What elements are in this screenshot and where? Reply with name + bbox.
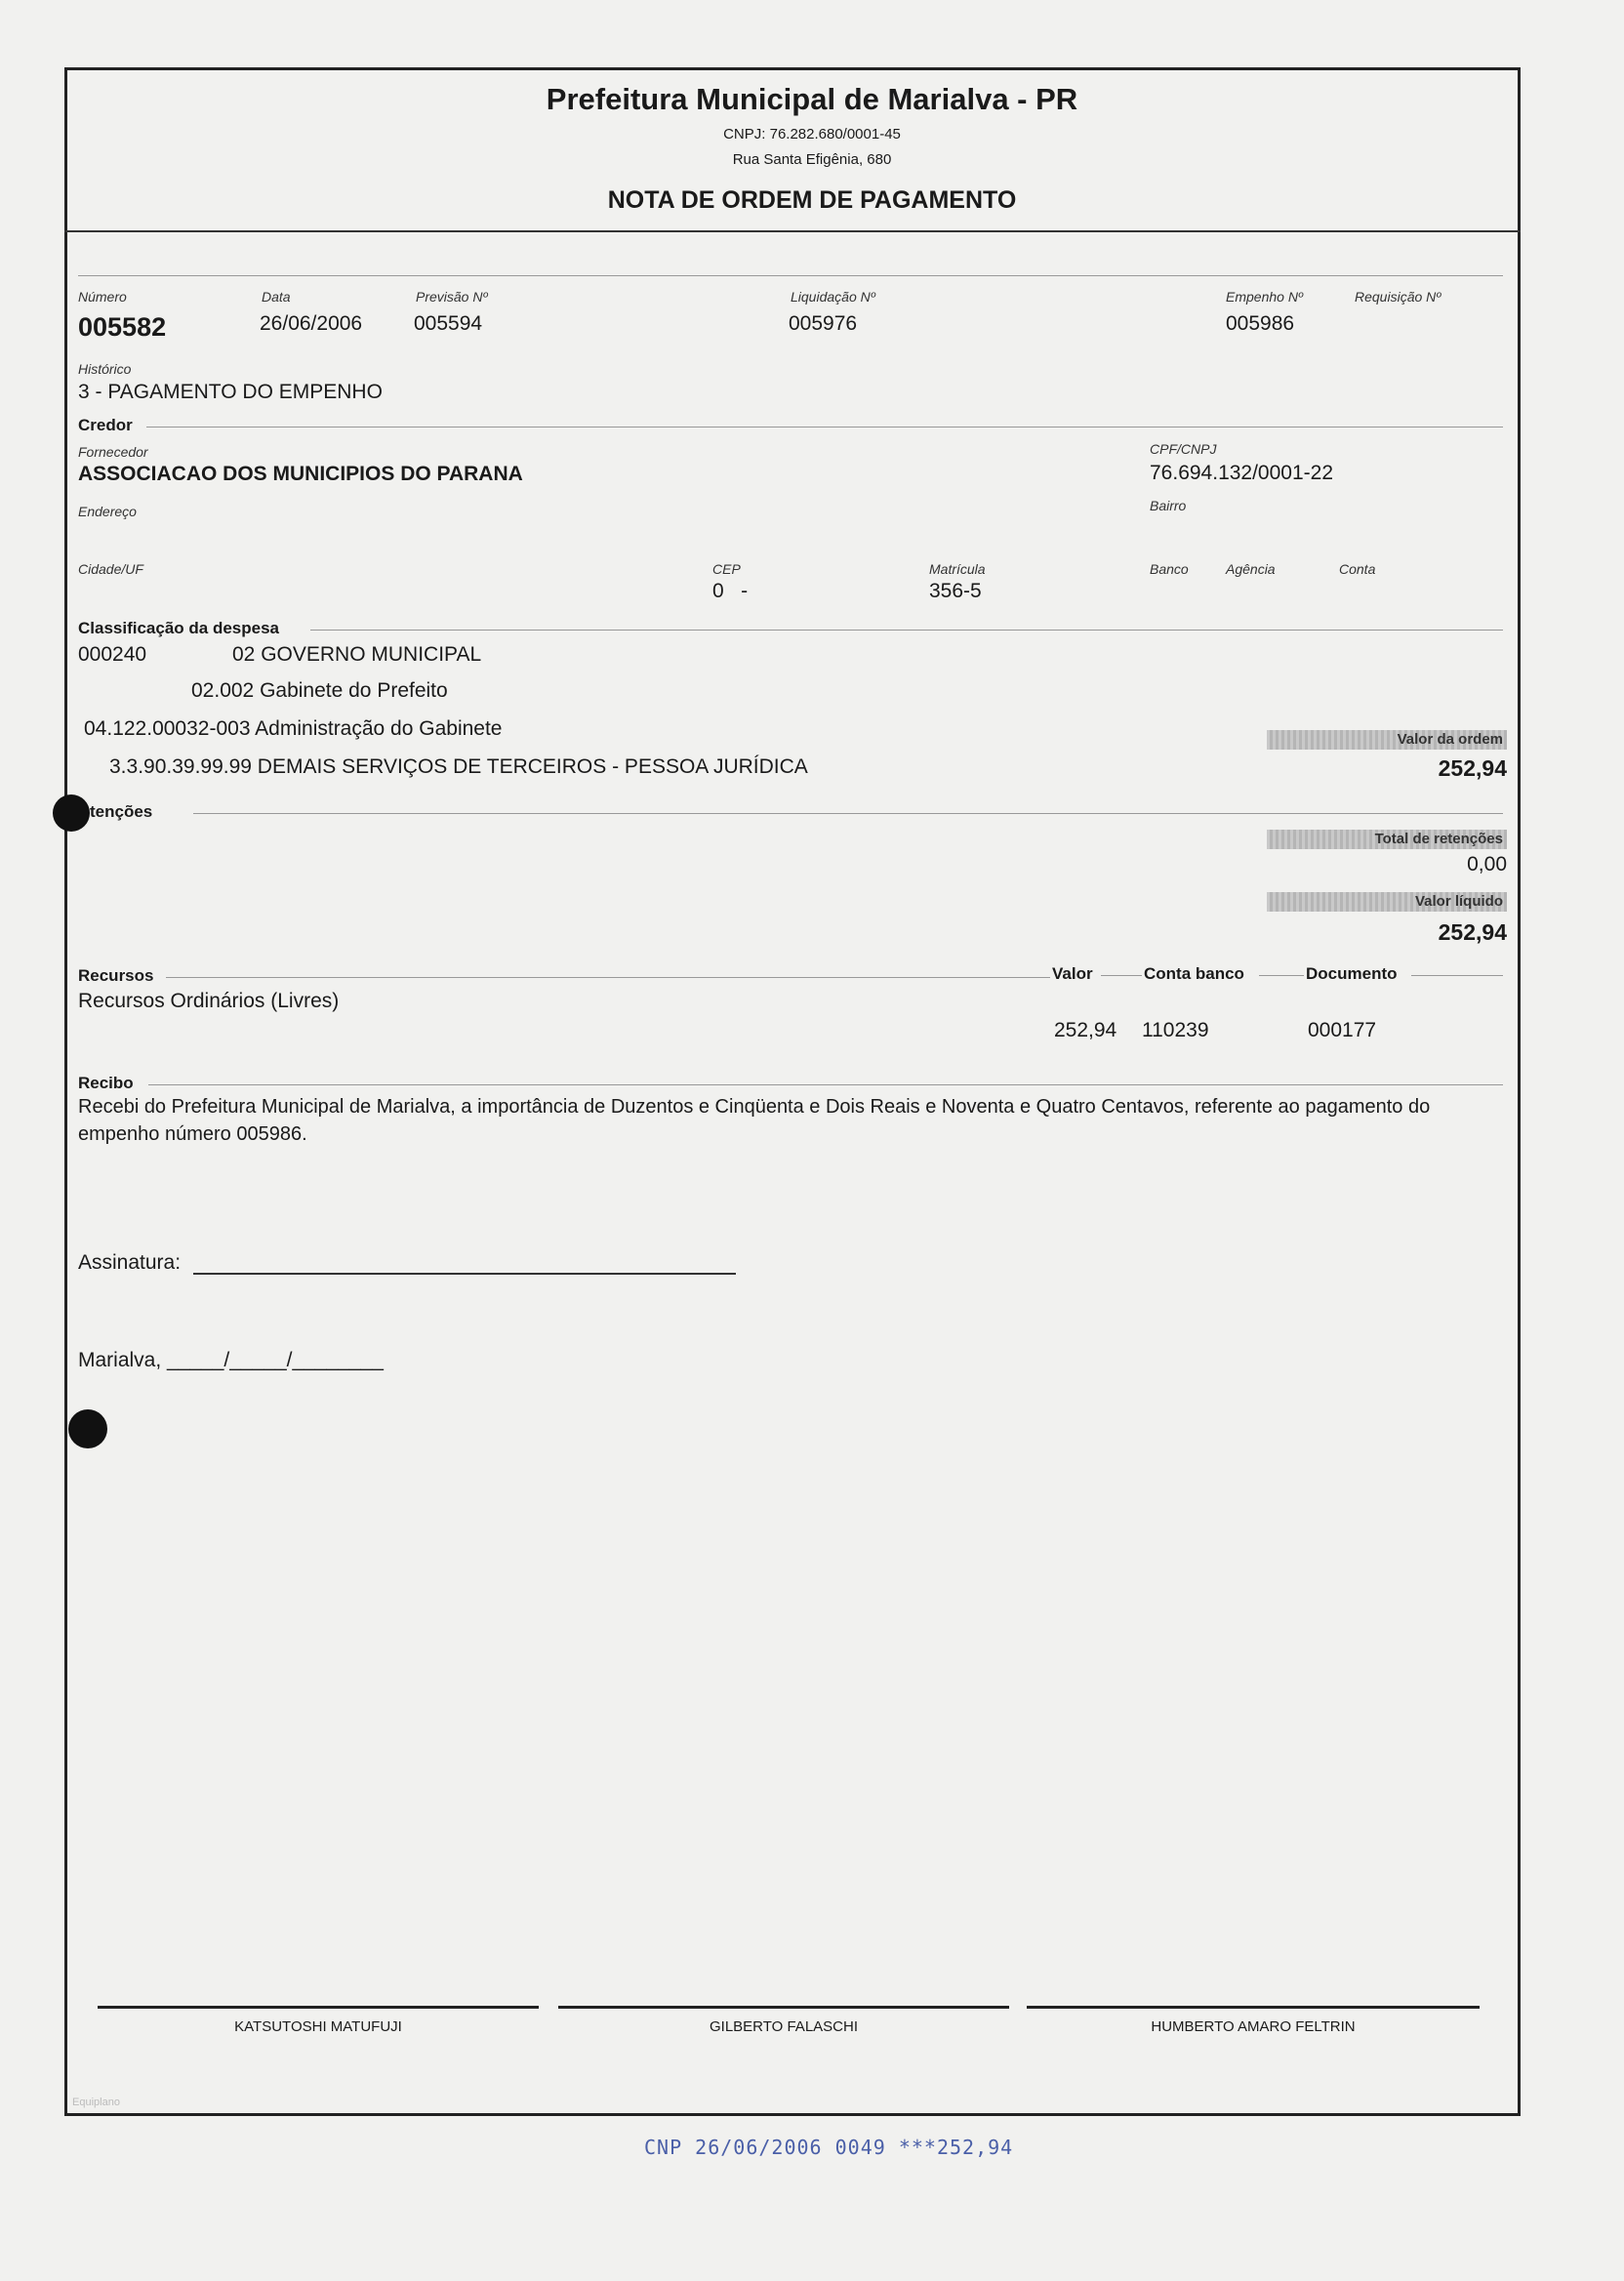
valor-liquido-bar [1267,892,1507,912]
historico-value: 3 - PAGAMENTO DO EMPENHO [78,381,383,403]
historico-label: Histórico [78,361,132,377]
punch-hole-bottom [68,1409,107,1448]
cidade-label: Cidade/UF [78,561,143,577]
recursos-rule [166,977,1050,978]
classificacao-rule [310,630,1503,631]
previsao-value: 005594 [414,312,483,335]
recursos-conta-label: Conta banco [1144,964,1244,983]
endereco-label: Endereço [78,504,137,519]
numero-label: Número [78,289,127,305]
requisicao-label: Requisição Nº [1355,289,1441,305]
signature-name-2: GILBERTO FALASCHI [710,2018,858,2035]
bank-stamp: CNP 26/06/2006 0049 ***252,94 [644,2136,1014,2159]
signature-name-3: HUMBERTO AMARO FELTRIN [1151,2018,1356,2035]
municipality-title: Prefeitura Municipal de Marialva - PR [546,82,1078,116]
fornecedor-label: Fornecedor [78,444,148,460]
conta-label: Conta [1339,561,1376,577]
fornecedor-value: ASSOCIACAO DOS MUNICIPIOS DO PARANA [78,463,523,485]
banco-label: Banco [1150,561,1189,577]
recursos-section: Recursos [78,966,154,985]
valor-ordem-label: Valor da ordem [1397,731,1503,748]
classificacao-section: Classificação da despesa [78,619,280,637]
funcional-text: 04.122.00032-003 Administração do Gabinete [84,717,503,740]
cpf-value: 76.694.132/0001-22 [1150,462,1334,484]
previsao-label: Previsão Nº [416,289,488,305]
cpf-label: CPF/CNPJ [1150,441,1217,457]
total-retencoes-bar [1267,830,1507,849]
signature-line-3 [1027,2006,1480,2009]
unidade-text: 02.002 Gabinete do Prefeito [191,679,448,702]
retencoes-section: tenções [90,802,153,821]
recursos-valor-label: Valor [1052,964,1093,983]
valor-liquido-value: 252,94 [1438,919,1507,945]
document-title: NOTA DE ORDEM DE PAGAMENTO [607,186,1017,214]
signature-line-2 [558,2006,1009,2009]
recibo-section: Recibo [78,1074,134,1092]
classificacao-code: 000240 [78,643,147,666]
signature-line-1 [98,2006,539,2009]
empenho-value: 005986 [1226,312,1295,335]
data-label: Data [262,289,291,305]
total-retencoes-value: 0,00 [1467,853,1507,876]
recursos-documento: 000177 [1308,1019,1377,1041]
matricula-value: 356-5 [929,580,982,602]
orgao-text: 02 GOVERNO MUNICIPAL [232,643,482,666]
recibo-rule [148,1084,1503,1085]
agencia-label: Agência [1226,561,1276,577]
header-divider [64,230,1521,232]
assinatura-line[interactable] [193,1273,736,1275]
bairro-label: Bairro [1150,498,1187,513]
empenho-label: Empenho Nº [1226,289,1304,305]
cep-value: 0 - [712,580,749,602]
recursos-rule-2 [1101,975,1142,976]
recursos-valor: 252,94 [1054,1019,1117,1041]
recursos-fonte: Recursos Ordinários (Livres) [78,990,340,1012]
valor-liquido-label: Valor líquido [1414,893,1503,910]
local-data-text: Marialva, _____/_____/________ [78,1349,384,1371]
cep-label: CEP [712,561,741,577]
recursos-rule-3 [1259,975,1304,976]
valor-ordem-bar [1267,730,1507,750]
recursos-documento-label: Documento [1306,964,1398,983]
footer-small-text: Equiplano [72,2097,120,2108]
credor-section: Credor [78,416,133,434]
recursos-conta: 110239 [1142,1019,1209,1041]
retencoes-rule [193,813,1503,814]
credor-rule [146,427,1503,428]
address-text: Rua Santa Efigênia, 680 [732,151,892,168]
data-value: 26/06/2006 [260,312,363,335]
recibo-text: Recebi do Prefeitura Municipal de Marialva, a importância de Duzentos e Cinqüenta e Dois Reais e Noventa e Quatro Centavos, referente ao pagamento do empenho número 005986. [78,1096,1431,1145]
assinatura-label: Assinatura: [78,1251,182,1274]
liquidacao-value: 005976 [789,312,858,335]
numero-value: 005582 [78,312,167,342]
valor-ordem-value: 252,94 [1438,755,1507,781]
elemento-text: 3.3.90.39.99.99 DEMAIS SERVIÇOS DE TERCEIROS - PESSOA JURÍDICA [109,755,808,778]
matricula-label: Matrícula [929,561,986,577]
liquidacao-label: Liquidação Nº [791,289,875,305]
cnpj-text: CNPJ: 76.282.680/0001-45 [723,126,901,143]
top-rule [78,275,1503,276]
signature-name-1: KATSUTOSHI MATUFUJI [234,2018,402,2035]
document-frame [64,67,1521,2116]
total-retencoes-label: Total de retenções [1374,831,1503,847]
punch-hole-top [53,794,90,832]
recursos-rule-4 [1411,975,1503,976]
